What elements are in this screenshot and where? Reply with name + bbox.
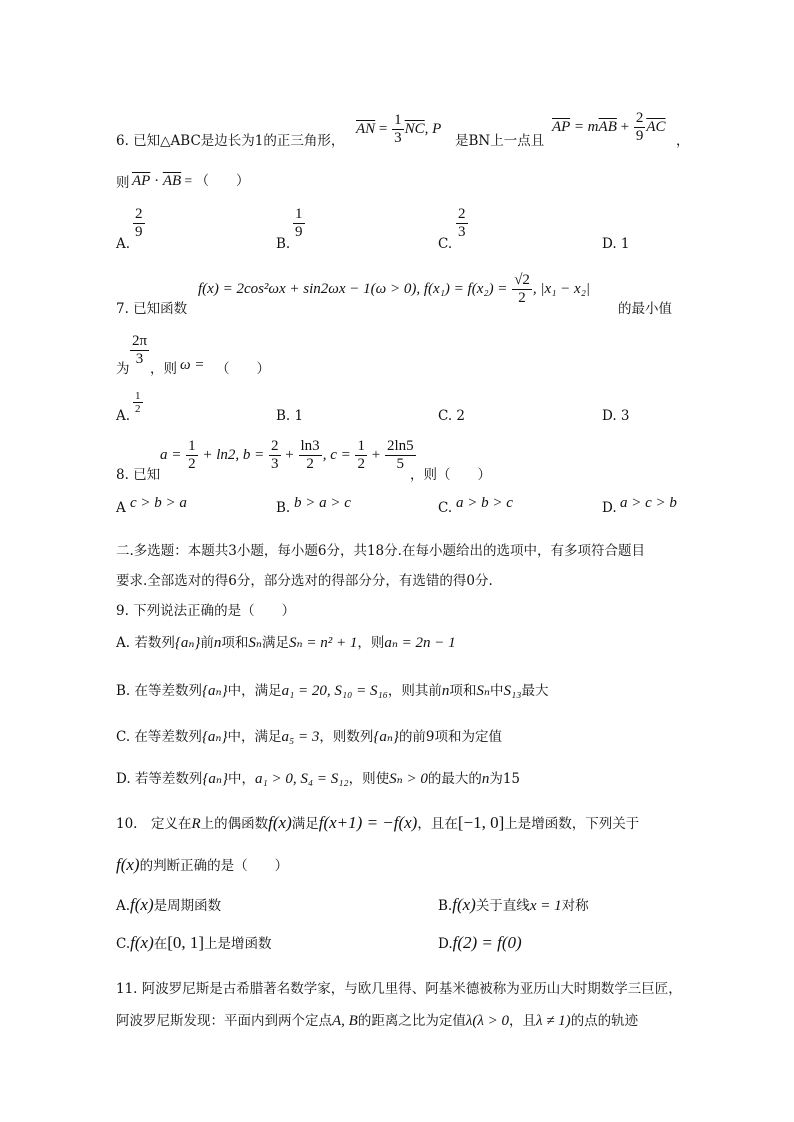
q7-two-pi-over-3 [129, 333, 150, 368]
frac-num: 2 [635, 110, 644, 126]
q8-option-d-label: D. [602, 500, 617, 516]
math: λ(λ > 0 [465, 1013, 509, 1029]
frac-sqrt2-2 [512, 272, 532, 307]
q6-option-d: D. 1 [602, 236, 630, 252]
q11-line-2 [116, 1012, 638, 1030]
plus: + [367, 446, 384, 463]
q7-line2-prefix: 为 [116, 361, 130, 377]
frac-num: 2 [271, 438, 279, 454]
q8-option-a-expr: c > b > a [130, 495, 187, 511]
q8-option-b-expr: b > a > c [294, 495, 351, 511]
math: Sₙ [248, 635, 263, 651]
q9-stem: 9. 下列说法正确的是（ ） [116, 603, 296, 619]
math: f(x) [130, 933, 154, 952]
frac-den: 2 [306, 456, 314, 472]
math: {aₙ} [202, 683, 228, 699]
math: R [191, 816, 201, 832]
q8-option-a-label: A [116, 500, 126, 516]
label: B. [438, 898, 453, 914]
coef-m: = m [570, 118, 599, 135]
q9-option-a [116, 634, 456, 652]
q7-function: f(x) = 2cos²ωx + sin2ωx − 1(ω > 0), f(x₁) = f(x₂) = [198, 280, 512, 297]
text: 的判断正确的是（ ） [139, 858, 289, 874]
text: B. 在等差数列 [116, 683, 203, 699]
q8-option-c-label: C. [438, 500, 453, 516]
frac-num: 1 [188, 438, 196, 454]
math: aₙ = 2n − 1 [384, 635, 456, 651]
q6-option-a-value [132, 206, 146, 241]
frac-den: 2 [188, 456, 196, 472]
math: f(2) = f(0) [452, 933, 522, 952]
frac-den: 2 [357, 456, 365, 472]
q6-eq-an-nc: $\overline{AN}$ = $\frac{1}{3}$ $\overline{NC}$, P [356, 112, 442, 146]
q6-number: 6. 已知△ABC是边长为1的正三角形， [116, 133, 345, 149]
q10-stem-line2 [116, 856, 288, 875]
frac-num: ln3 [300, 438, 320, 454]
q6-dot-product [132, 172, 250, 190]
text: ，且 [508, 1013, 536, 1029]
vec-ab: $\overline{AB}$ [598, 118, 617, 135]
text: 满足 [262, 635, 290, 651]
text: 的前9项和为定值 [398, 729, 503, 745]
q7-paren: （ ） [216, 361, 270, 377]
text: A. 若数列 [116, 635, 175, 651]
math: a₁ = 20, S₁₀ = S₁₆ [281, 683, 388, 699]
text: 的点的轨迹 [570, 1013, 639, 1029]
math: {aₙ} [373, 729, 399, 745]
frac-num: √2 [514, 272, 530, 288]
q6-paren: = （ ） [181, 173, 250, 188]
vec-nc: $\overline{NC}$ [404, 120, 425, 137]
math: f(x+1) = −f(x) [318, 813, 418, 832]
math: Sₙ > 0 [389, 771, 428, 787]
frac-den: 5 [396, 456, 405, 472]
q10-option-a [116, 896, 221, 915]
frac-den: 3 [271, 456, 279, 472]
math: λ ≠ 1) [535, 1013, 571, 1029]
text: 满足 [291, 816, 319, 832]
text: 项和 [221, 635, 249, 651]
label: D. [438, 936, 453, 952]
q6-option-b-label: B. [276, 236, 291, 252]
q8-paren: ，则（ ） [410, 467, 491, 483]
q7-option-b: B. 1 [276, 408, 304, 424]
q8-number: 8. 已知 [116, 467, 161, 483]
math: {aₙ} [174, 635, 201, 651]
q10-option-b [438, 896, 589, 915]
text: 中，满足 [227, 729, 282, 745]
q9-option-b [116, 682, 548, 700]
vec-ap: $\overline{AP}$ [132, 173, 151, 189]
frac-one-third [392, 112, 404, 147]
section-2-line-1: 二.多选题：本题共3小题，每小题6分，共18分.在每小题给出的选项中，有多项符合题目 [116, 543, 645, 559]
frac-num: 1 [394, 112, 402, 128]
text: D. 若等差数列 [116, 771, 203, 787]
q7-option-d: D. 3 [602, 408, 630, 424]
vec-ab: $\overline{AB}$ [162, 173, 182, 189]
q6-line2-prefix: 则 [116, 175, 130, 191]
frac-num: 2 [458, 206, 466, 222]
text: 为15 [489, 771, 521, 787]
math: f(x) [268, 813, 292, 832]
plus: + [281, 446, 298, 463]
math: n [481, 771, 490, 787]
text: 对称 [561, 898, 589, 914]
q6-option-a-label: A. [116, 236, 131, 252]
math: a₅ = 3 [281, 729, 320, 745]
q6-eq-ap: $\overline{AP} = m\overline{AB}$ + $\frac{2}{9}$ $\overline{AC}$ [552, 110, 666, 144]
frac-num: 2 [135, 206, 143, 222]
math: n [213, 635, 222, 651]
text: 中，满足 [227, 683, 282, 699]
q8-option-d-expr: a > c > b [620, 495, 677, 511]
q11-line-1: 11. 阿波罗尼斯是古希腊著名数学家，与欧几里得、阿基米德被称为亚历山大时期数学三巨匠， [116, 981, 682, 997]
q8-c: , c = [322, 446, 355, 463]
math: x = 1 [529, 898, 562, 914]
text: 的最大的 [427, 771, 482, 787]
q8-option-b-label: B. [276, 500, 291, 516]
q7-abs: , |x₁ − x₂| [532, 280, 591, 297]
q6-mid-text: 是BN上一点且 [455, 133, 545, 149]
math: a₁ > 0, S₄ = S₁₂ [255, 771, 349, 787]
text: 上是增函数 [204, 936, 272, 952]
math: n [441, 683, 450, 699]
text: ，且在 [417, 816, 458, 832]
math: S₁₃ [503, 683, 522, 699]
q7-tail: 的最小值 [618, 301, 672, 317]
text: 关于直线 [475, 898, 530, 914]
text: ，则 [357, 635, 385, 651]
q7-option-a-value [132, 390, 144, 415]
text: 在 [153, 936, 168, 952]
q7-omega: ω = [180, 357, 205, 373]
text: 的距离之比为定值 [357, 1013, 466, 1029]
frac-den: 9 [295, 224, 303, 240]
frac-num: 1 [295, 206, 303, 222]
q10-option-d [438, 934, 522, 953]
math: {aₙ} [202, 771, 229, 787]
q6-comma: ， [676, 133, 690, 149]
q8-option-c-expr: a > b > c [456, 495, 513, 511]
label: A. [116, 898, 131, 914]
dot: · [150, 173, 163, 189]
frac-den: 3 [458, 224, 466, 240]
q9-option-d [116, 770, 520, 788]
q10-stem [116, 814, 639, 833]
vec-ac: $\overline{AC}$ [646, 118, 666, 135]
text: ，则其前 [387, 683, 442, 699]
math: A, B [332, 1013, 358, 1029]
frac-den: 9 [135, 224, 143, 240]
math: {aₙ} [201, 729, 228, 745]
frac-num: 1 [135, 390, 141, 402]
q8-a: a = [160, 446, 186, 463]
text: 中， [228, 771, 256, 787]
text: 中 [490, 683, 504, 699]
q7-option-c: C. 2 [438, 408, 466, 424]
text: 10. 定义在 [116, 816, 192, 832]
q8-formula [160, 438, 417, 473]
math: f(x) [452, 895, 476, 914]
vec-ap: $\overline{AP}$ [552, 118, 571, 135]
text: 上是增函数，下列关于 [504, 816, 640, 832]
text: 项和 [449, 683, 477, 699]
math: Sₙ = n² + 1 [289, 635, 358, 651]
vec-an: $\overline{AN}$ [356, 120, 376, 137]
math: f(x) [130, 895, 154, 914]
q6-option-c-label: C. [438, 236, 453, 252]
q7-option-a-label: A. [116, 408, 131, 424]
text: 上的偶函数 [200, 816, 269, 832]
q10-option-c [116, 934, 272, 953]
text: 是周期函数 [153, 898, 222, 914]
frac-den: 3 [394, 130, 402, 146]
math: f(x) [116, 855, 140, 874]
frac-den: 2 [518, 290, 526, 306]
frac-den: 3 [135, 351, 144, 367]
q7-line2-text: ，则 [150, 361, 177, 377]
point-p: , P [424, 120, 442, 137]
text: 前 [200, 635, 214, 651]
q8-a-tail: + ln2, b = [198, 446, 269, 463]
q6-option-b-value [292, 206, 306, 241]
section-2-line-2: 要求.全部选对的得6分，部分选对的得部分分，有选错的得0分. [116, 573, 493, 589]
frac-num: 2π [132, 333, 148, 349]
q6-option-c-value [455, 206, 469, 241]
text: C. 在等差数列 [116, 729, 202, 745]
q7-number: 7. 已知函数 [116, 301, 188, 317]
frac-den: 2 [135, 403, 141, 415]
math: [0, 1] [167, 933, 205, 952]
text: 阿波罗尼斯发现：平面内到两个定点 [116, 1013, 332, 1029]
frac-den: 9 [635, 128, 644, 144]
math: Sₙ [476, 683, 491, 699]
text: ，则使 [348, 771, 390, 787]
q9-option-c [116, 728, 502, 746]
frac-num: 2ln5 [386, 438, 414, 454]
label: C. [116, 936, 131, 952]
q7-formula [198, 272, 590, 307]
math: [−1, 0] [457, 813, 505, 832]
text: ，则数列 [319, 729, 374, 745]
text: 最大 [521, 683, 549, 699]
frac-two-ninths [634, 110, 646, 145]
frac-num: 1 [357, 438, 365, 454]
